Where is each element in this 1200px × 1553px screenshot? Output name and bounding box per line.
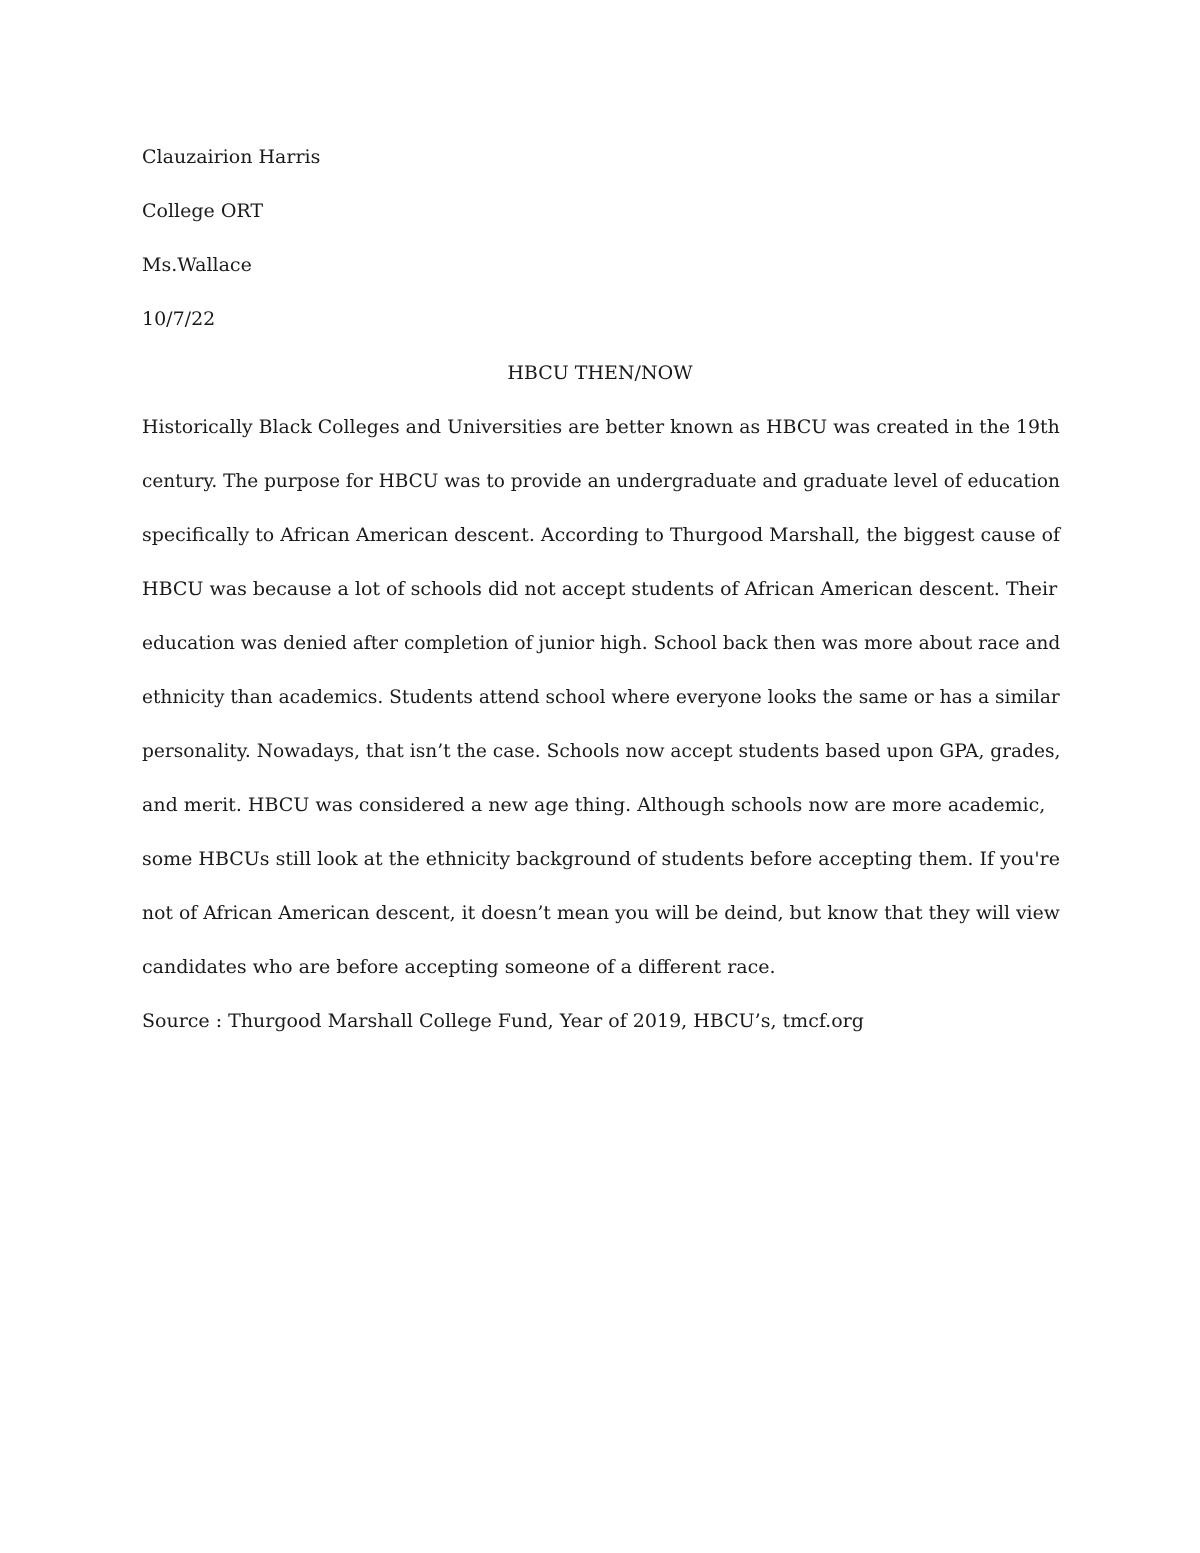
body-line: not of African American descent, it doesn’t mean you will be deind, but know that they will view bbox=[142, 902, 1060, 924]
body-line: century. The purpose for HBCU was to provide an undergraduate and graduate level of education bbox=[142, 470, 1060, 492]
source-citation: Source : Thurgood Marshall College Fund, Year of 2019, HBCU’s, tmcf.org bbox=[142, 1010, 864, 1032]
body-line: some HBCUs still look at the ethnicity background of students before accepting them. If you're bbox=[142, 848, 1060, 870]
body-line: specifically to African American descent. According to Thurgood Marshall, the biggest cause of bbox=[142, 524, 1061, 546]
body-line: Historically Black Colleges and Universities are better known as HBCU was created in the 19th bbox=[142, 416, 1060, 438]
body-line: and merit. HBCU was considered a new age thing. Although schools now are more academic, bbox=[142, 794, 1046, 816]
student-name: Clauzairion Harris bbox=[142, 146, 321, 168]
course-name: College ORT bbox=[142, 200, 264, 222]
document-date: 10/7/22 bbox=[142, 308, 216, 330]
body-line: education was denied after completion of junior high. School back then was more about race and bbox=[142, 632, 1061, 654]
body-line: HBCU was because a lot of schools did not accept students of African American descent. Their bbox=[142, 578, 1058, 600]
body-line: ethnicity than academics. Students attend school where everyone looks the same or has a similar bbox=[142, 686, 1060, 708]
body-line: personality. Nowadays, that isn’t the case. Schools now accept students based upon GPA, grades, bbox=[142, 740, 1061, 762]
body-line: candidates who are before accepting someone of a different race. bbox=[142, 956, 776, 978]
document-title: HBCU THEN/NOW bbox=[507, 362, 693, 384]
teacher-name: Ms.Wallace bbox=[142, 254, 252, 276]
